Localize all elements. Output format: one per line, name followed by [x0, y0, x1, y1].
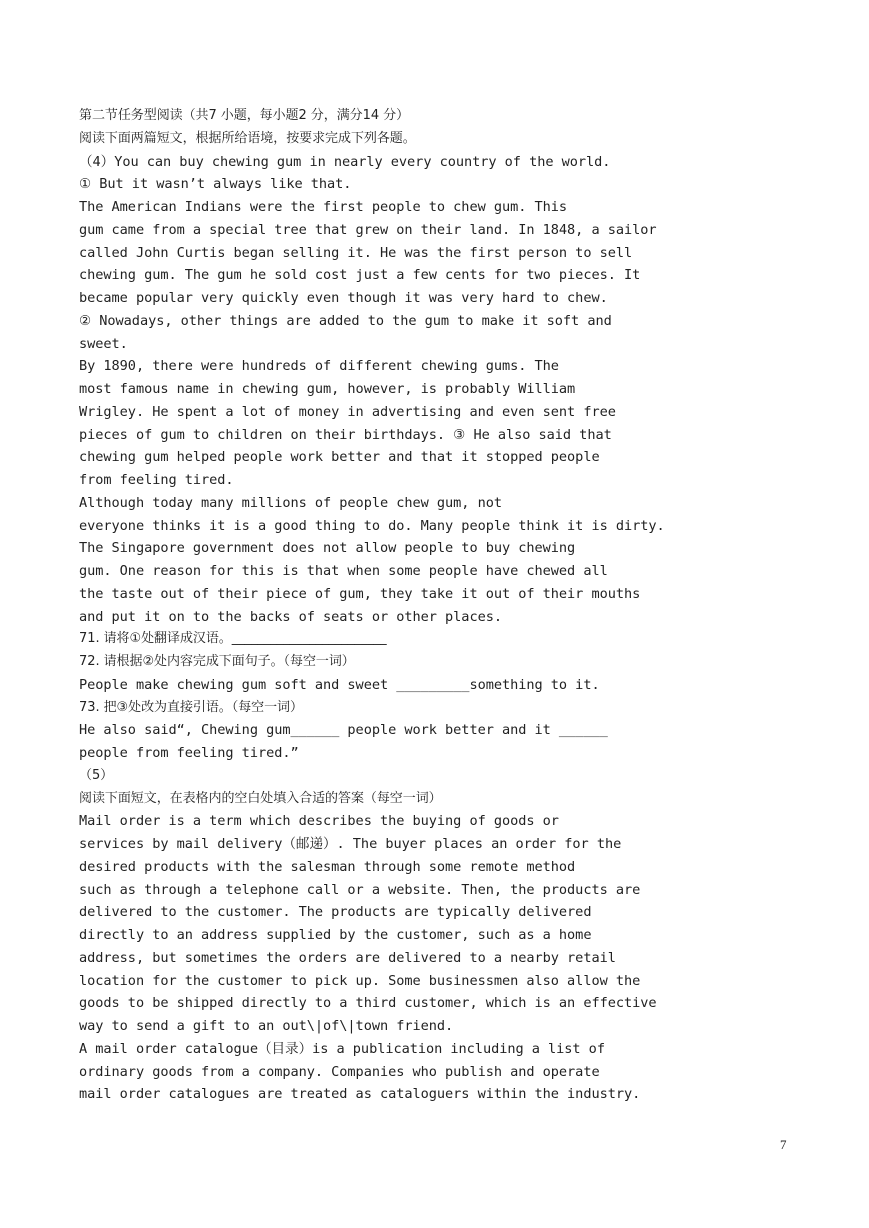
- text-line: A mail order catalogue（目录）is a publication including a list of: [79, 1040, 605, 1057]
- text-line: pieces of gum to children on their birthdays. ③ He also said that: [79, 426, 612, 443]
- text-line: everyone thinks it is a good thing to do. Many people think it is dirty.: [79, 517, 665, 534]
- document-body: [79, 105, 839, 1106]
- text-line: People make chewing gum soft and sweet _________something to it.: [79, 676, 600, 693]
- text-line: goods to be shipped directly to a third customer, which is an effective: [79, 995, 657, 1012]
- text-line: address, but sometimes the orders are delivered to a nearby retail: [79, 949, 616, 966]
- text-line: （5）: [79, 767, 114, 783]
- text-line: and put it on to the backs of seats or other places.: [79, 608, 502, 625]
- text-line: gum came from a special tree that grew on their land. In 1848, a sailor: [79, 221, 657, 238]
- text-line: He also said“, Chewing gum______ people work better and it ______: [79, 722, 608, 739]
- text-line: ① But it wasn’t always like that.: [79, 176, 352, 193]
- text-line: called John Curtis began selling it. He was the first person to sell: [79, 244, 633, 261]
- text-line: 第二节任务型阅读（共7 小题，每小题2 分，满分14 分）: [79, 108, 410, 123]
- text-line: 阅读下面短文，在表格内的空白处填入合适的答案（每空一词）: [79, 790, 442, 806]
- text-line: location for the customer to pick up. Some businessmen also allow the: [79, 972, 641, 989]
- text-line: The American Indians were the first people to chew gum. This: [79, 199, 568, 215]
- text-line: people from feeling tired.”: [79, 745, 299, 761]
- text-line: （4）You can buy chewing gum in nearly every country of the world.: [79, 153, 611, 170]
- text-line: chewing gum. The gum he sold cost just a few cents for two pieces. It: [79, 267, 641, 284]
- text-line: way to send a gift to an out\|of\|town friend.: [79, 1018, 454, 1034]
- text-line: such as through a telephone call or a website. Then, the products are: [79, 881, 641, 898]
- text-line: 72. 请根据②处内容完成下面句子。（每空一词）: [79, 654, 355, 669]
- text-line: directly to an address supplied by the customer, such as a home: [79, 927, 592, 943]
- text-line: gum. One reason for this is that when some people have chewed all: [79, 563, 608, 579]
- text-line: became popular very quickly even though it was very hard to chew.: [79, 290, 608, 306]
- text-line: The Singapore government does not allow people to buy chewing: [79, 540, 576, 557]
- text-line: Mail order is a term which describes the buying of goods or: [79, 813, 559, 830]
- page-number: 7: [780, 1137, 787, 1152]
- text-line: Although today many millions of people chew gum, not: [79, 494, 502, 511]
- text-line: ordinary goods from a company. Companies who publish and operate: [79, 1063, 600, 1080]
- text-line: from feeling tired.: [79, 472, 234, 488]
- text-line: most famous name in chewing gum, however, is probably William: [79, 381, 576, 397]
- text-line: sweet.: [79, 335, 128, 352]
- text-line: Wrigley. He spent a lot of money in advertising and even sent free: [79, 403, 616, 420]
- text-line: By 1890, there were hundreds of different chewing gums. The: [79, 358, 559, 375]
- text-line: services by mail delivery（邮递）. The buyer places an order for the: [79, 836, 622, 852]
- text-line: delivered to the customer. The products are typically delivered: [79, 904, 592, 921]
- text-line: mail order catalogues are treated as cataloguers within the industry.: [79, 1086, 641, 1103]
- text-line: desired products with the salesman through some remote method: [79, 858, 576, 875]
- text-line: chewing gum helped people work better and that it stopped people: [79, 449, 600, 466]
- text-line: 73. 把③处改为直接引语。（每空一词）: [79, 699, 303, 715]
- text-line: 71. 请将①处翻译成汉语。________________________: [79, 631, 387, 647]
- text-line: the taste out of their piece of gum, they take it out of their mouths: [79, 585, 641, 602]
- text-line: ② Nowadays, other things are added to the gum to make it soft and: [79, 312, 612, 329]
- text-line: 阅读下面两篇短文，根据所给语境，按要求完成下列各题。: [79, 130, 416, 146]
